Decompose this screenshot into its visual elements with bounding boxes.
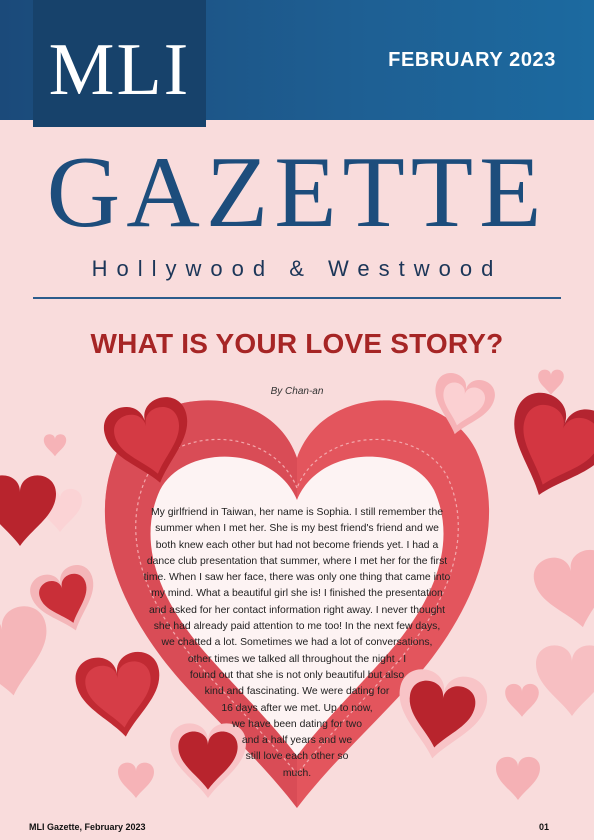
body-line: time. When I saw her face, there was only one thing that came into (143, 572, 451, 584)
logo-box (33, 0, 206, 127)
heart-icon (492, 386, 594, 512)
body-line: and asked for her contact information right away. I never thought (148, 604, 446, 616)
body-line: found out that she is not only beautiful but also (189, 669, 405, 681)
body-line: summer when I met her. She is my best friend's friend and we (155, 523, 439, 535)
masthead-title: GAZETTE (46, 136, 548, 249)
heart-icon (505, 684, 539, 717)
body-line: my mind. What a beautiful girl she is! I finished the presentation (151, 588, 443, 600)
heart-icon (0, 475, 56, 546)
body-line: other times we talked all throughout the night . I (187, 653, 407, 665)
issue-date: FEBRUARY 2023 (388, 49, 556, 71)
article-byline: By Chan-an (270, 386, 324, 397)
body-line: My girlfriend in Taiwan, her name is Sophia. I still remember the (150, 507, 444, 518)
article-body (120, 505, 474, 782)
footer-publication: MLI Gazette, February 2023 (29, 822, 146, 832)
body-line: and a half years and we (241, 735, 353, 747)
body-line: we have been dating for two (232, 718, 362, 730)
heart-icon (530, 546, 594, 635)
body-line: she had already paid attention to me too! In the next few days, (153, 621, 441, 633)
body-line: we chatted a lot. Sometimes we had a lot of conversations, (161, 637, 433, 649)
body-line: still love each other so (245, 751, 349, 763)
body-line: both knew each other but had not become friends yet. I had a (155, 539, 439, 551)
body-line: much. (282, 767, 312, 779)
heart-icon (536, 645, 594, 716)
heart-icon (496, 757, 540, 800)
masthead-divider (33, 297, 561, 299)
heart-icon (0, 603, 57, 703)
logo-text: MLI (48, 29, 191, 111)
body-line: kind and fascinating. We were dating for (204, 686, 390, 698)
heart-icon (44, 434, 66, 456)
masthead-tagline: Hollywood & Westwood (91, 256, 503, 281)
body-line: dance club presentation that summer, where I met her for the first (146, 555, 448, 567)
page-number: 01 (538, 822, 549, 832)
body-line: 16 days after we met. Up to now, (221, 702, 373, 714)
article-title: WHAT IS YOUR LOVE STORY? (90, 328, 504, 359)
